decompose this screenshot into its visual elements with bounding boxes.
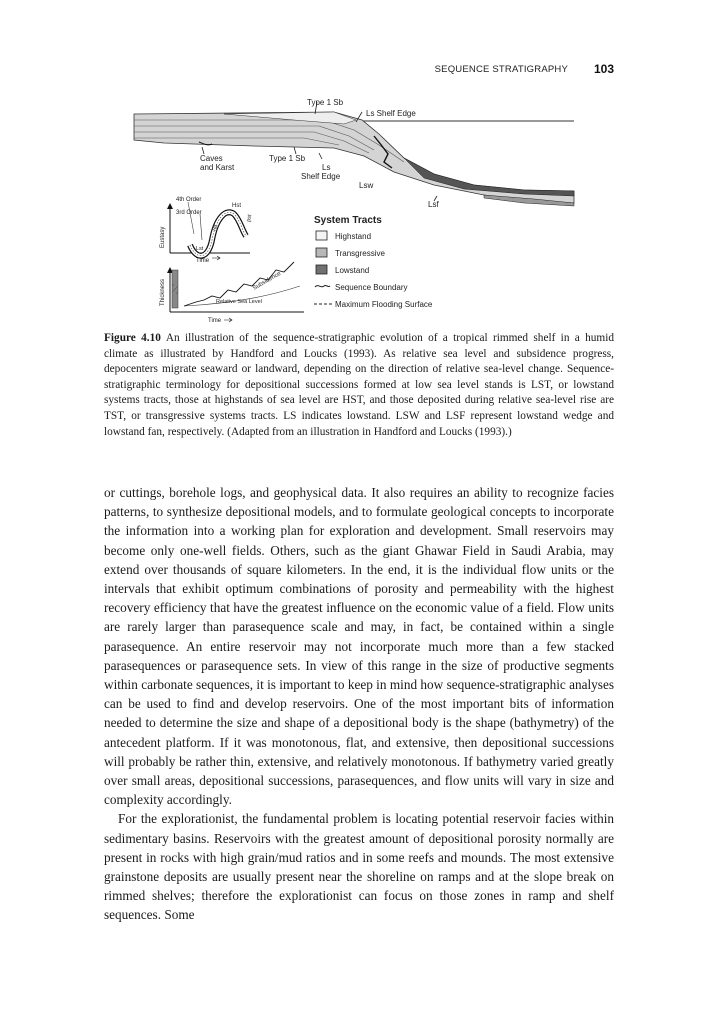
eustasy-curve-chart — [160, 197, 253, 264]
label-lst: Lst — [196, 246, 204, 252]
figure-4-10 — [104, 90, 614, 330]
label-hst: Hst — [232, 203, 241, 209]
label-shelf-edge: Shelf Edge — [301, 172, 341, 181]
legend-label-sequence-boundary: Sequence Boundary — [335, 283, 408, 292]
paragraph-1: or cuttings, borehole logs, and geophysical data. It also requires an ability to recognize facies patterns, to synthesize depositional models, and to formulate geological concepts to incorporate the information into a working plan for exploration and development. Small reservoirs may become only one-well fields. Others, such as the giant Ghawar Field in Saudi Arabia, may extend over thousands of square kilometers. In the end, it is the individual flow units or the intervals that exhibit optimum combinations of porosity and permeability with the highest recovery efficiency that have the greatest influence on the economic value of a field. Flow units are rarely larger than parasequence scale and may, in fact, be contained within a single parasequence. An entire reservoir may not incorporate much more than a few stacked parasequences or parasequence sets. In view of this range in the size of productive segments within carbonate sequences, it is important to keep in mind how sequence-stratigraphic analyses can be used to find and develop reservoirs. One of the most important bits of information needed to determine the size and shape of a depositional body is the shape (bathymetry) of the antecedent platform. If it was monotonous, flat, and extensive, then depositional successions will probably be rather thin, extensive, and relatively monotonous. If bathymetry varied greatly over small areas, depositional successions, parasequences, and flow units will vary in size and complexity accordingly. — [104, 485, 614, 808]
label-4th-order: 4th Order — [176, 197, 202, 203]
lowstand-wedge — [404, 158, 574, 196]
label-3rd-order: 3rd Order — [176, 210, 202, 216]
caption-text: An illustration of the sequence-stratigraphic evolution of a tropical rimmed shelf in a humid climate as illustrated by Handford and Loucks (1993). As relative sea level and subsidence progress, depocenters migrate seaward or landward, depending on the direction of relative sea-level change. Sequence-stratigraphic terminology for depositional successions formed at low sea level stands is LST, or lowstand systems tracts, those at highstands of sea level are HST, and those deposited during relative sea-level rise are TST, or transgressive systems tracts. LS indicates lowstand. LSW and LSF represent lowstand wedge and lowstand fan, respectively. (Adapted from an illustration in Handford and Loucks (1993).) — [104, 332, 614, 438]
label-and-karst: and Karst — [200, 163, 235, 172]
label-time-top: Time — [196, 258, 210, 264]
legend-label-transgressive: Transgressive — [335, 249, 385, 258]
figure-illustration — [104, 90, 614, 330]
paragraph-2: For the explorationist, the fundamental problem is locating potential reservoir facies within sedimentary basins. Reservoirs with the greatest amount of depositional porosity normally are present in rocks with high grain/mud ratios and in some reefs and mounds. The most extensive grainstone deposits are usually present near the shoreline on ramps and at the slope break on rimmed shelves; therefore the explorationist can focus on those zones in ramp and shelf sequences. Some — [104, 811, 614, 923]
legend-label-mfs: Maximum Flooding Surface — [335, 300, 433, 309]
label-lsf: Lsf — [428, 200, 439, 209]
legend-label-lowstand: Lowstand — [335, 266, 370, 275]
legend-swatch-highstand — [316, 231, 327, 240]
sequence-boundary-symbol — [315, 285, 330, 287]
label-lsw: Lsw — [359, 181, 374, 190]
legend — [314, 215, 433, 309]
running-header — [104, 62, 614, 78]
figure-caption — [104, 331, 614, 440]
label-subsidence: Subsidence — [252, 270, 283, 292]
label-pst: pst — [246, 214, 254, 223]
legend-swatch-lowstand — [316, 265, 327, 274]
label-time-bottom: Time — [208, 318, 222, 324]
subsidence-chart — [160, 262, 304, 324]
label-type1sb-top: Type 1 Sb — [307, 98, 344, 107]
label-thickness: Thickness — [160, 278, 166, 306]
label-ls-shelf-edge: Ls Shelf Edge — [366, 109, 416, 118]
legend-swatch-transgressive — [316, 248, 327, 257]
label-ls: Ls — [322, 163, 331, 172]
running-title: SEQUENCE STRATIGRAPHY — [434, 64, 568, 75]
label-relative-sea-level: Relative Sea Level — [216, 299, 262, 305]
label-tst: Tst — [211, 224, 220, 233]
figure-label: Figure 4.10 — [104, 332, 161, 344]
label-eustasy: Eustasy — [160, 226, 166, 248]
legend-label-highstand: Highstand — [335, 232, 372, 241]
body-text — [104, 483, 614, 925]
legend-title: System Tracts — [314, 215, 382, 226]
page-number: 103 — [593, 62, 614, 76]
label-caves: Caves — [200, 154, 223, 163]
label-type1sb-mid: Type 1 Sb — [269, 154, 306, 163]
